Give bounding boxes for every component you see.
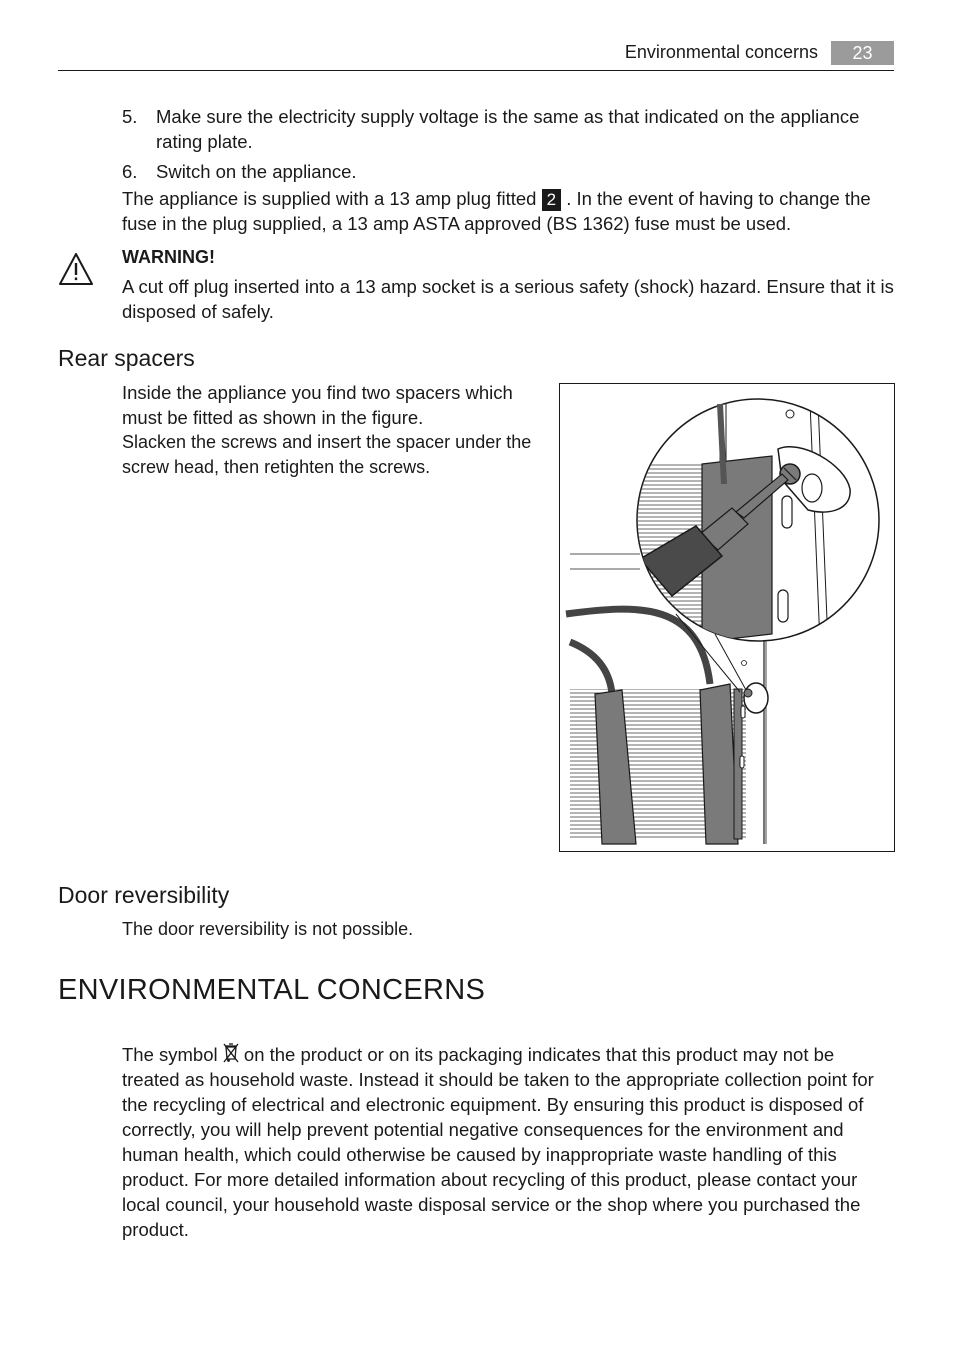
warning-text: A cut off plug inserted into a 13 amp socket is a serious safety (shock) hazard. Ensure that it is disposed of safely. xyxy=(122,276,894,322)
running-header-title: Environmental concerns xyxy=(624,42,818,62)
rear-spacers-heading: Rear spacers xyxy=(58,345,195,371)
step-text: Switch on the appliance. xyxy=(156,161,357,182)
rear-spacers-detail: Slacken the screws and insert the spacer under the screw head, then retighten the screws. xyxy=(122,432,532,477)
plug-note xyxy=(122,186,892,236)
environmental-concerns-heading: ENVIRONMENTAL CONCERNS xyxy=(58,974,486,1006)
plug-note-text: The appliance is supplied with a 13 amp plug fitted xyxy=(122,188,537,209)
plug-note-text-continued: . In the event of having to change the fuse in the plug supplied, a 13 amp ASTA approved (BS 1362) fuse must be used. xyxy=(122,188,871,234)
step-number: 6. xyxy=(122,161,138,182)
environmental-concerns-text xyxy=(122,1042,892,1242)
figure-reference-badge: 2 xyxy=(542,189,561,211)
warning-title: WARNING! xyxy=(122,247,215,267)
rear-spacer-illustration xyxy=(560,384,895,852)
door-reversibility-heading: Door reversibility xyxy=(58,882,230,908)
step-text: Make sure the electricity supply voltage is the same as that indicated on the appliance rating plate. xyxy=(156,106,860,152)
rear-spacers-lead: Inside the appliance you find two spacers which must be fitted as shown in the figure. xyxy=(122,382,513,428)
crossed-out-wheelie-bin-icon xyxy=(223,1042,239,1064)
header-divider xyxy=(58,70,894,71)
env-text-before: The symbol xyxy=(122,1044,218,1065)
page-number: 23 xyxy=(831,41,894,65)
step-number: 5. xyxy=(122,106,138,127)
rear-spacer-figure xyxy=(559,383,895,852)
warning-triangle-icon xyxy=(58,252,94,286)
env-text-after: on the product or on its packaging indicates that this product may not be treated as household waste. Instead it should be taken to the appropriate collection point for the recycling of electrical and electronic equipment. By ensuring this product is disposed of correctly, you will help prevent potential negative consequences for the environment and human health, which could otherwise be caused by inappropriate waste handling of this product. For more detailed information about recycling of this product, please contact your local council, your household waste disposal service or the shop where you purchased the product. xyxy=(122,1044,874,1240)
door-reversibility-text: The door reversibility is not possible. xyxy=(122,919,414,939)
